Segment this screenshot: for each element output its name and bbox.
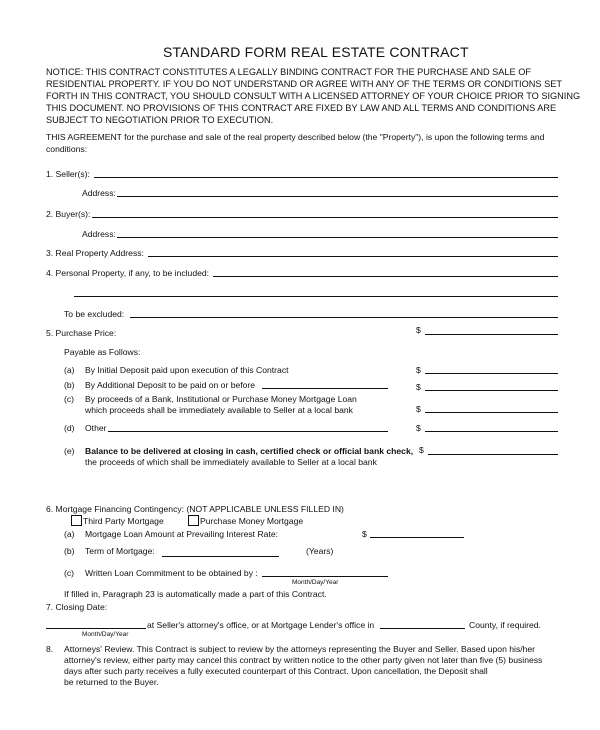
- agreement-line: conditions:: [46, 144, 88, 154]
- mortgage-amount-label: Mortgage Loan Amount at Prevailing Interest Rate:: [85, 529, 278, 539]
- review-line: attorney's review, either party may cancel this contract by written notice to the other party given not later than five (5) business: [64, 655, 543, 665]
- payment-e-label: Balance to be delivered at closing in cash, certified check or official bank check,: [85, 446, 414, 456]
- county-field[interactable]: [380, 628, 465, 629]
- purchase-price-field[interactable]: [425, 334, 558, 335]
- county-label: County, if required.: [469, 620, 541, 630]
- page-title: STANDARD FORM REAL ESTATE CONTRACT: [163, 44, 469, 60]
- payment-c-field[interactable]: [425, 412, 558, 413]
- real-property-address-label: 3. Real Property Address:: [46, 248, 144, 258]
- third-party-mortgage-label: Third Party Mortgage: [83, 516, 164, 526]
- payment-b-letter: (b): [64, 380, 75, 390]
- personal-property-label: 4. Personal Property, if any, to be included:: [46, 268, 210, 278]
- review-line: Attorneys' Review. This Contract is subject to review by the attorneys representing the Buyer and Seller. Based upon his/her: [64, 644, 536, 654]
- date-caption: Month/Day/Year: [82, 631, 129, 638]
- closing-location-text: at Seller's attorney's office, or at Mortgage Lender's office in: [147, 620, 375, 630]
- purchase-money-mortgage-checkbox[interactable]: [188, 515, 199, 526]
- loan-commitment-date-field[interactable]: [262, 576, 388, 577]
- mortgage-term-label: Term of Mortgage:: [85, 546, 155, 556]
- agreement-line: THIS AGREEMENT for the purchase and sale of the real property described below (the "Property"), is upon the following terms and: [46, 132, 545, 142]
- notice-line: FORTH IN THIS CONTRACT, YOU SHOULD CONSULT WITH A LICENSED ATTORNEY OF YOUR CHOICE PRIOR TO SIGNING: [46, 91, 581, 101]
- dollar-sign: $: [362, 529, 367, 539]
- mortgage-amount-field[interactable]: [370, 537, 464, 538]
- review-line: days after such party receives a fully executed counterpart of this Contract. Upon cancellation, the Deposit shall: [64, 666, 488, 676]
- payment-c-label: which proceeds shall be immediately available to Seller at a local bank: [85, 405, 353, 415]
- buyer-address-label: Address:: [82, 229, 116, 239]
- payable-as-follows-label: Payable as Follows:: [64, 347, 141, 357]
- personal-property-field[interactable]: [213, 276, 558, 277]
- dollar-sign: $: [416, 423, 421, 433]
- payment-a-field[interactable]: [425, 373, 558, 374]
- buyer-address-field[interactable]: [117, 237, 558, 238]
- seller-address-field[interactable]: [117, 196, 558, 197]
- payment-a-label: By Initial Deposit paid upon execution of this Contract: [85, 365, 289, 375]
- mortgage-term-field[interactable]: [162, 556, 279, 557]
- mortgage-heading: 6. Mortgage Financing Contingency: (NOT APPLICABLE UNLESS FILLED IN): [46, 504, 344, 514]
- mortgage-c-letter: (c): [64, 568, 75, 578]
- mortgage-b-letter: (b): [64, 546, 75, 556]
- notice-line: SUBJECT TO NEGOTIATION PRIOR TO EXECUTION.: [46, 115, 274, 125]
- date-caption: Month/Day/Year: [292, 579, 339, 586]
- third-party-mortgage-checkbox[interactable]: [71, 515, 82, 526]
- real-property-address-field[interactable]: [148, 256, 558, 257]
- loan-commitment-label: Written Loan Commitment to be obtained by :: [85, 568, 258, 578]
- payment-a-letter: (a): [64, 365, 75, 375]
- buyers-label: 2. Buyer(s):: [46, 209, 91, 219]
- dollar-sign: $: [416, 382, 421, 392]
- payment-d-other-field[interactable]: [108, 431, 388, 432]
- seller-address-label: Address:: [82, 188, 116, 198]
- buyers-field[interactable]: [92, 217, 558, 218]
- sellers-field[interactable]: [94, 177, 558, 178]
- notice-line: RESIDENTIAL PROPERTY. IF YOU DO NOT UNDERSTAND OR AGREE WITH ANY OF THE TERMS OR CONDITIONS SET: [46, 79, 562, 89]
- payment-e-label: the proceeds of which shall be immediately available to Seller at a local bank: [85, 457, 377, 467]
- sellers-label: 1. Seller(s):: [46, 169, 90, 179]
- payment-d-field[interactable]: [425, 431, 558, 432]
- purchase-money-mortgage-label: Purchase Money Mortgage: [200, 516, 304, 526]
- mortgage-note: If filled in, Paragraph 23 is automatically made a part of this Contract.: [64, 589, 327, 599]
- closing-date-field[interactable]: [46, 628, 146, 629]
- mortgage-a-letter: (a): [64, 529, 75, 539]
- purchase-price-label: 5. Purchase Price:: [46, 328, 117, 338]
- payment-c-letter: (c): [64, 394, 75, 404]
- payment-d-label: Other: [85, 423, 107, 433]
- payment-b-field[interactable]: [425, 390, 558, 391]
- payment-c-label: By proceeds of a Bank, Institutional or Purchase Money Mortgage Loan: [85, 394, 357, 404]
- review-line: be returned to the Buyer.: [64, 677, 159, 687]
- dollar-sign: $: [416, 325, 421, 335]
- notice-line: THIS DOCUMENT. NO PROVISIONS OF THIS CONTRACT ARE FIXED BY LAW AND ALL TERMS AND CONDITIONS ARE: [46, 103, 557, 113]
- payment-e-letter: (e): [64, 446, 75, 456]
- review-number: 8.: [46, 644, 54, 654]
- payment-b-date-field[interactable]: [262, 388, 388, 389]
- personal-property-field-2[interactable]: [74, 296, 558, 297]
- dollar-sign: $: [416, 404, 421, 414]
- dollar-sign: $: [419, 445, 424, 455]
- closing-date-heading: 7. Closing Date:: [46, 602, 108, 612]
- to-be-excluded-field[interactable]: [130, 317, 558, 318]
- years-label: (Years): [306, 546, 334, 556]
- to-be-excluded-label: To be excluded:: [64, 309, 125, 319]
- dollar-sign: $: [416, 365, 421, 375]
- payment-e-field[interactable]: [428, 454, 558, 455]
- payment-d-letter: (d): [64, 423, 75, 433]
- payment-b-label: By Additional Deposit to be paid on or before: [85, 380, 256, 390]
- notice-line: NOTICE: THIS CONTRACT CONSTITUTES A LEGALLY BINDING CONTRACT FOR THE PURCHASE AND SALE OF: [46, 67, 531, 77]
